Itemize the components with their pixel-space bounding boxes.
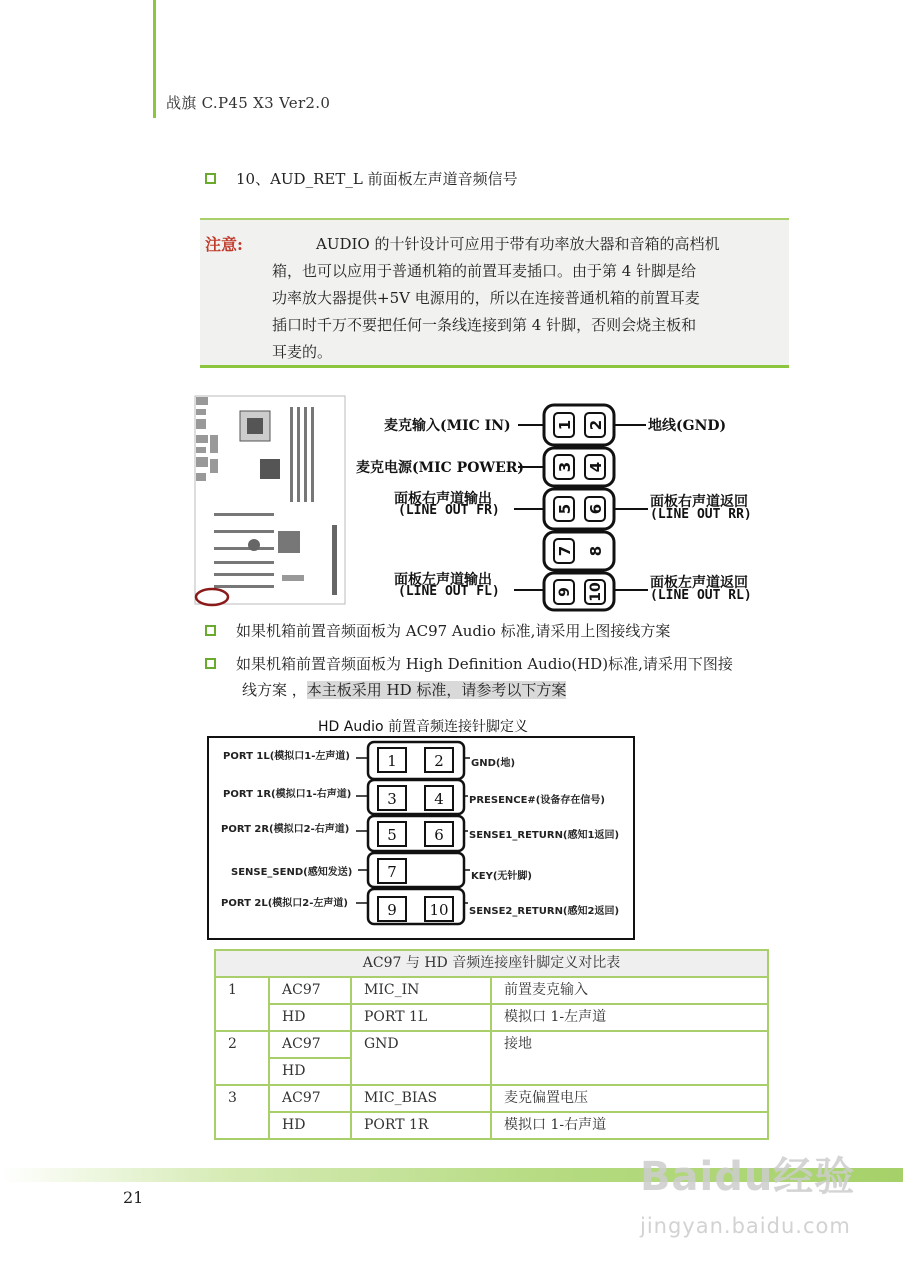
- hd-pin-5: 5: [387, 826, 397, 844]
- hd-pin-2: 2: [434, 752, 444, 770]
- label-line-out-fl-en: (LINE OUT FL): [398, 584, 500, 599]
- note-body: [272, 231, 787, 366]
- hd-diagram-title: HD Audio 前置音频连接针脚定义: [318, 719, 528, 735]
- hd-label-presence: PRESENCE#(设备存在信号): [469, 795, 605, 806]
- label-mic-power: 麦克电源(MIC POWER): [356, 460, 525, 476]
- ac97-pin-10: 10: [588, 582, 604, 602]
- table-cell-no: 2: [215, 1031, 269, 1085]
- hd-audio-pin-diagram: [206, 712, 634, 938]
- note-line-5: 耳麦的。: [272, 343, 333, 361]
- ac97-pin-9: 9: [557, 587, 573, 597]
- table-cell-no: 1: [215, 977, 269, 1031]
- bullet-ac97-text: 如果机箱前置音频面板为 AC97 Audio 标准,请采用上图接线方案: [236, 622, 671, 640]
- hd-pin-3: 3: [387, 790, 397, 808]
- hd-pin-1: 1: [387, 752, 397, 770]
- motherboard-image: [194, 395, 346, 607]
- ac97-pin-1: 1: [556, 419, 574, 431]
- table-cell-std: AC97: [269, 1031, 351, 1058]
- table-cell-no: 3: [215, 1085, 269, 1139]
- hd-label-sense2-return: SENSE2_RETURN(感知2返回): [469, 906, 620, 917]
- label-line-out-rr-en: (LINE OUT RR): [650, 507, 752, 522]
- ac97-pin-5: 5: [556, 503, 574, 515]
- ac97-pin-2: 2: [587, 419, 605, 431]
- bullet-ac97: [205, 618, 670, 644]
- table-cell-signal: PORT 1R: [351, 1112, 491, 1139]
- ac97-pin-diagram: [356, 400, 776, 612]
- table-cell-desc: 麦克偏置电压: [491, 1085, 768, 1112]
- table-cell-signal: GND: [351, 1031, 491, 1085]
- hd-label-sense-send: SENSE_SEND(感知发送): [231, 867, 353, 878]
- note-label: 注意:: [205, 235, 243, 254]
- item-10-text: 10、AUD_RET_L 前面板左声道音频信号: [236, 170, 518, 188]
- hd-label-port2r: PORT 2R(模拟口2-右声道): [221, 824, 350, 835]
- table-row: [215, 1085, 768, 1112]
- hd-pin-10: 10: [429, 901, 449, 919]
- table-row: [215, 1004, 768, 1031]
- bullet-hd-line2: [242, 677, 566, 703]
- item-10: [205, 166, 518, 192]
- ac97-pin-4: 4: [587, 461, 605, 473]
- bullet-hd-text-line2: 线方案 ，: [242, 681, 307, 699]
- table-cell-desc: 前置麦克输入: [491, 977, 768, 1004]
- table-cell-std: AC97: [269, 977, 351, 1004]
- label-line-out-rl: 面板左声道返回: [650, 575, 748, 591]
- hd-connector-graphic: [206, 712, 634, 938]
- hd-pin-4: 4: [434, 790, 444, 808]
- hd-label-sense1-return: SENSE1_RETURN(感知1返回): [469, 830, 620, 841]
- table-cell-std: HD: [269, 1112, 351, 1139]
- watermark-logo: Baidu经验: [640, 1154, 856, 1200]
- watermark-url: jingyan.baidu.com: [640, 1214, 851, 1238]
- label-line-out-rl-en: (LINE OUT RL): [650, 588, 752, 603]
- note-line-1: AUDIO 的十针设计可应用于带有功率放大器和音箱的高档机: [316, 235, 720, 253]
- table-cell-std: AC97: [269, 1085, 351, 1112]
- table-cell-signal: MIC_IN: [351, 977, 491, 1004]
- label-line-out-fr: 面板右声道输出: [394, 491, 492, 507]
- label-gnd: 地线(GND): [648, 418, 727, 434]
- table-cell-desc: 模拟口 1-右声道: [491, 1112, 768, 1139]
- table-cell-std: HD: [269, 1004, 351, 1031]
- table-cell-desc: 模拟口 1-左声道: [491, 1004, 768, 1031]
- header-rule: [153, 0, 156, 118]
- ac97-pin-3: 3: [556, 461, 574, 473]
- hd-label-port2l: PORT 2L(模拟口2-左声道): [221, 898, 348, 909]
- bullet-hd-text-line1: 如果机箱前置音频面板为 High Definition Audio(HD)标准,请采用下图接: [236, 655, 733, 673]
- note-box: [200, 218, 789, 368]
- label-line-out-fl: 面板左声道输出: [394, 572, 492, 588]
- table-cell-signal: MIC_BIAS: [351, 1085, 491, 1112]
- label-mic-in: 麦克输入(MIC IN): [384, 418, 511, 434]
- hd-label-key: KEY(无针脚): [471, 871, 532, 882]
- note-line-4: 插口时千万不要把任何一条线连接到第 4 针脚，否则会烧主板和: [272, 316, 697, 334]
- comparison-table: [214, 949, 769, 1140]
- bullet-hd: [205, 651, 733, 677]
- table-cell-signal: PORT 1L: [351, 1004, 491, 1031]
- hd-pin-7: 7: [387, 863, 397, 881]
- note-line-2: 箱，也可以应用于普通机箱的前置耳麦插口。由于第 4 针脚是给: [272, 262, 697, 280]
- table-cell-desc: 接地: [491, 1031, 768, 1085]
- hd-label-port1l: PORT 1L(模拟口1-左声道): [223, 751, 350, 762]
- ac97-pin-8: 8: [587, 545, 605, 557]
- hd-pin-9: 9: [387, 901, 397, 919]
- label-line-out-fr-en: (LINE OUT FR): [398, 503, 500, 518]
- checkbox-bullet-icon: [205, 625, 216, 636]
- table-row: [215, 1112, 768, 1139]
- table-title: AC97 与 HD 音频连接座针脚定义对比表: [215, 950, 768, 977]
- document-title: 战旗 C.P45 X3 Ver2.0: [166, 94, 331, 112]
- table-row: [215, 1031, 768, 1058]
- checkbox-bullet-icon: [205, 658, 216, 669]
- hd-pin-6: 6: [434, 826, 444, 844]
- page-number: 21: [123, 1188, 144, 1207]
- note-line-3: 功率放大器提供+5V 电源用的，所以在连接普通机箱的前置耳麦: [272, 289, 700, 307]
- hd-label-port1r: PORT 1R(模拟口1-右声道): [223, 789, 352, 800]
- ac97-pin-6: 6: [587, 503, 605, 515]
- ac97-connector-graphic: [356, 400, 776, 612]
- table-cell-std: HD: [269, 1058, 351, 1085]
- ac97-pin-7: 7: [556, 545, 574, 557]
- bullet-hd-highlight: 本主板采用 HD 标准，请参考以下方案: [306, 681, 567, 699]
- table-header-row: [215, 950, 768, 977]
- table-row: [215, 977, 768, 1004]
- label-line-out-rr: 面板右声道返回: [650, 494, 748, 510]
- checkbox-bullet-icon: [205, 173, 216, 184]
- hd-label-gnd: GND(地): [471, 758, 516, 769]
